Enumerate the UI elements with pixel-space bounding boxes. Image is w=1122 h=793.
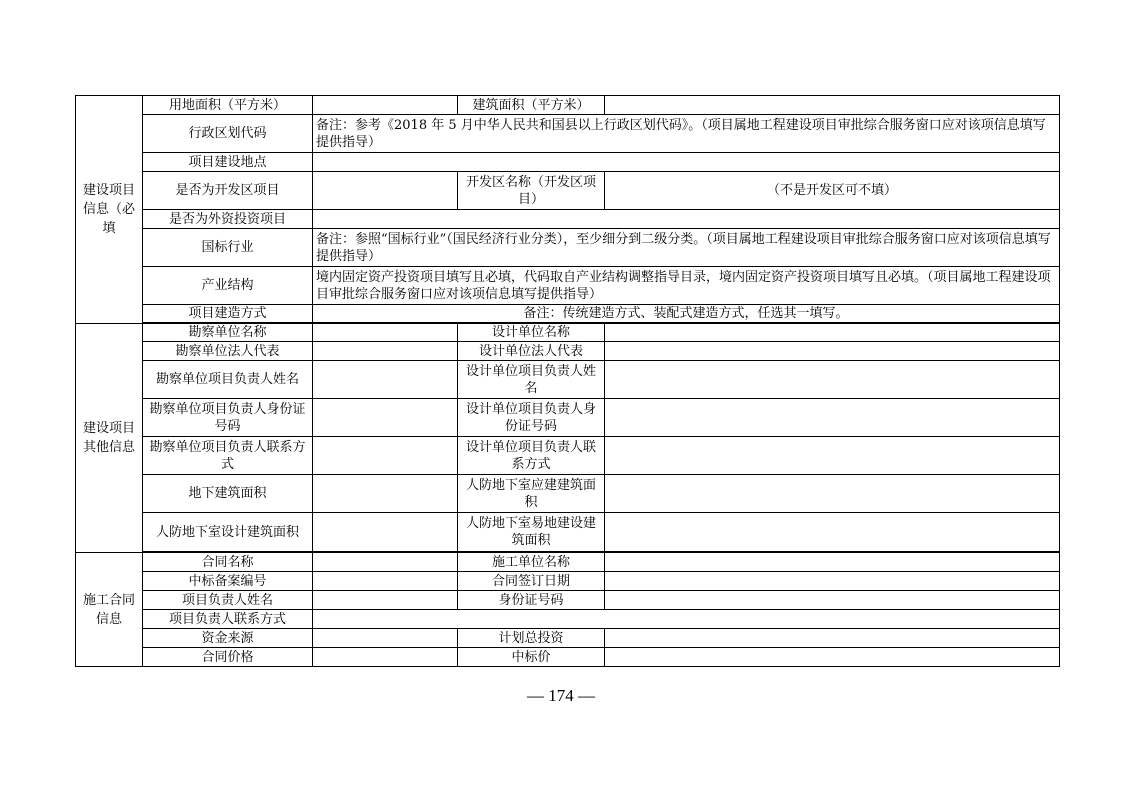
label-contract-price: 合同价格 — [143, 648, 313, 667]
label-admin-code: 行政区划代码 — [143, 115, 313, 153]
value-fund-source[interactable] — [313, 629, 458, 648]
value-survey-unit[interactable] — [313, 324, 458, 342]
note-admin-code: 备注：参考《2018 年 5 月中华人民共和国县以上行政区划代码》。（项目属地工程建设项目审批综合服务窗口应对该项信息填写提供指导） — [313, 115, 1060, 153]
label-design-pm-name: 设计单位项目负责人姓名 — [458, 361, 605, 399]
label-contract-name: 合同名称 — [143, 553, 313, 572]
table-row — [76, 572, 1060, 591]
label-pm-contact: 项目负责人联系方式 — [143, 610, 313, 629]
table-row — [76, 629, 1060, 648]
note-industry: 备注：参照“国标行业”（国民经济行业分类），至少细分到二级分类。（项目属地工程建设项目审批综合服务窗口应对该项信息填写提供指导） — [313, 229, 1060, 267]
label-civil-def-design: 人防地下室设计建筑面积 — [143, 513, 313, 552]
label-design-pm-id: 设计单位项目负责人身份证号码 — [458, 399, 605, 437]
label-id-number: 身份证号码 — [458, 591, 605, 610]
value-bid-price[interactable] — [605, 648, 1060, 667]
note-structure: 境内固定资产投资项目填写且必填，代码取自产业结构调整指导目录，境内固定资产投资项目填写且必填。（项目属地工程建设项目审批综合服务窗口应对该项信息填写提供指导） — [313, 267, 1060, 305]
value-pm-contact[interactable] — [313, 610, 1060, 629]
label-foreign-invest: 是否为外资投资项目 — [143, 210, 313, 229]
label-bid-record-no: 中标备案编号 — [143, 572, 313, 591]
table-row — [76, 553, 1060, 572]
table-row — [76, 305, 1060, 323]
label-dev-zone-name: 开发区名称（开发区项目） — [458, 172, 605, 210]
value-civil-def-required[interactable] — [605, 475, 1060, 513]
label-build-method: 项目建造方式 — [143, 305, 313, 323]
table-row — [76, 267, 1060, 305]
label-planned-invest: 计划总投资 — [458, 629, 605, 648]
section-label-construction: 建设项目信息（必填 — [76, 96, 143, 324]
label-design-unit: 设计单位名称 — [458, 324, 605, 342]
note-dev-zone: （不是开发区可不填） — [605, 172, 1060, 210]
label-location: 项目建设地点 — [143, 153, 313, 172]
label-survey-pm-contact: 勘察单位项目负责人联系方式 — [143, 437, 313, 475]
value-survey-pm-name[interactable] — [313, 361, 458, 399]
value-contract-price[interactable] — [313, 648, 458, 667]
table-row — [76, 229, 1060, 267]
value-foreign-invest[interactable] — [313, 210, 1060, 229]
table-row — [76, 361, 1060, 399]
label-design-pm-contact: 设计单位项目负责人联系方式 — [458, 437, 605, 475]
label-land-area: 用地面积（平方米） — [143, 96, 313, 115]
value-land-area[interactable] — [313, 96, 458, 115]
value-design-legal[interactable] — [605, 342, 1060, 361]
table-row — [76, 115, 1060, 153]
table-row — [76, 513, 1060, 552]
value-survey-legal[interactable] — [313, 342, 458, 361]
table-row — [76, 475, 1060, 513]
label-civil-def-offsite: 人防地下室易地建设建筑面积 — [458, 513, 605, 552]
label-is-dev-zone: 是否为开发区项目 — [143, 172, 313, 210]
value-is-dev-zone[interactable] — [313, 172, 458, 210]
label-design-legal: 设计单位法人代表 — [458, 342, 605, 361]
value-design-pm-name[interactable] — [605, 361, 1060, 399]
value-design-unit[interactable] — [605, 324, 1060, 342]
value-survey-pm-id[interactable] — [313, 399, 458, 437]
label-survey-pm-name: 勘察单位项目负责人姓名 — [143, 361, 313, 399]
label-bid-price: 中标价 — [458, 648, 605, 667]
project-info-form — [75, 95, 1060, 667]
value-civil-def-offsite[interactable] — [605, 513, 1060, 552]
note-build-method: 备注：传统建造方式、装配式建造方式，任选其一填写。 — [313, 305, 1060, 323]
table-row — [76, 648, 1060, 667]
value-location[interactable] — [313, 153, 1060, 172]
value-design-pm-contact[interactable] — [605, 437, 1060, 475]
table-row — [76, 324, 1060, 342]
label-survey-legal: 勘察单位法人代表 — [143, 342, 313, 361]
table-row — [76, 610, 1060, 629]
label-structure: 产业结构 — [143, 267, 313, 305]
label-survey-unit: 勘察单位名称 — [143, 324, 313, 342]
label-pm-name: 项目负责人姓名 — [143, 591, 313, 610]
label-underground-area: 地下建筑面积 — [143, 475, 313, 513]
table-row — [76, 591, 1060, 610]
label-civil-def-required: 人防地下室应建建筑面积 — [458, 475, 605, 513]
label-building-area: 建筑面积（平方米） — [458, 96, 605, 115]
table-row — [76, 399, 1060, 437]
table-row — [76, 172, 1060, 210]
value-pm-name[interactable] — [313, 591, 458, 610]
value-building-area[interactable] — [605, 96, 1060, 115]
value-id-number[interactable] — [605, 591, 1060, 610]
value-contract-sign-date[interactable] — [605, 572, 1060, 591]
value-contract-name[interactable] — [313, 553, 458, 572]
value-survey-pm-contact[interactable] — [313, 437, 458, 475]
value-planned-invest[interactable] — [605, 629, 1060, 648]
table-row — [76, 153, 1060, 172]
value-civil-def-design[interactable] — [313, 513, 458, 552]
table-row — [76, 437, 1060, 475]
label-fund-source: 资金来源 — [143, 629, 313, 648]
table-row — [76, 342, 1060, 361]
section-label-other: 建设项目其他信息 — [76, 324, 143, 553]
label-builder-name: 施工单位名称 — [458, 553, 605, 572]
value-design-pm-id[interactable] — [605, 399, 1060, 437]
value-underground-area[interactable] — [313, 475, 458, 513]
table-row — [76, 96, 1060, 115]
label-industry: 国标行业 — [143, 229, 313, 267]
value-bid-record-no[interactable] — [313, 572, 458, 591]
label-contract-sign-date: 合同签订日期 — [458, 572, 605, 591]
section-label-contract: 施工合同信息 — [76, 553, 143, 667]
page-number: — 174 — — [527, 686, 595, 705]
value-builder-name[interactable] — [605, 553, 1060, 572]
label-survey-pm-id: 勘察单位项目负责人身份证号码 — [143, 399, 313, 437]
table-row — [76, 210, 1060, 229]
